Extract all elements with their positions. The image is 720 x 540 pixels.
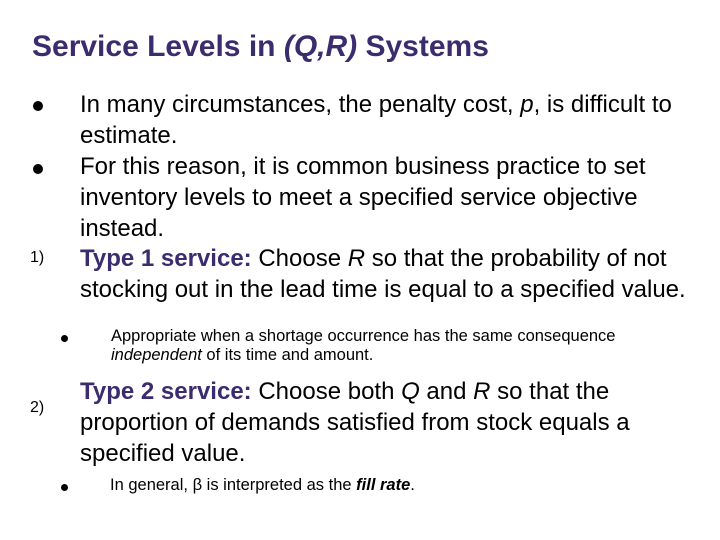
beta-symbol: β [192,476,203,494]
item-text: Choose both [251,378,402,405]
item-text: and [419,378,474,405]
variable-Q: Q [401,378,420,405]
list-marker-2: 2) [30,399,45,416]
bullet-business-practice [80,151,686,244]
sub-text: . [410,476,415,494]
sub-text: Appropriate when a shortage occurrence has the same consequence [111,327,616,345]
sub-text: is interpreted as the [202,476,357,494]
type-2-label: Type 2 service: [80,378,252,405]
sub-text: of its time and amount. [201,346,374,364]
slide-title [32,30,489,64]
type-2-service-item [80,376,686,469]
bullet-text: , is difficult to estimate. [80,91,672,149]
type-2-sub-bullet [110,476,690,495]
emphasis-fill-rate: fill rate [356,476,411,494]
variable-p: p [520,91,534,118]
sub-bullet-icon [61,335,68,342]
variable-R: R [347,245,366,272]
list-marker-1: 1) [30,249,45,266]
bullet-text: For this reason, it is common business practice to set inventory levels to meet a specified service objective instead. [80,153,646,242]
bullet-icon [33,164,43,174]
title-suffix: Systems [357,30,489,63]
item-text: so that the probability of not stocking out in the lead time is equal to a specified value. [80,245,686,303]
item-text: Choose [251,245,348,272]
bullet-text: In many circumstances, the penalty cost, [80,91,521,118]
title-emphasis: (Q,R) [283,30,358,63]
bullet-penalty-cost [80,89,686,151]
variable-R: R [473,378,491,405]
type-1-label: Type 1 service: [80,245,252,272]
title-prefix: Service Levels in [32,30,284,63]
sub-bullet-icon [61,484,68,491]
emphasis-independent: independent [111,346,202,364]
item-text: so that the proportion of demands satisfied from stock equals a specified value. [80,378,630,467]
bullet-icon [33,101,43,111]
type-1-service-item [80,243,686,305]
sub-text: In general, [110,476,193,494]
type-1-sub-bullet [111,327,691,365]
